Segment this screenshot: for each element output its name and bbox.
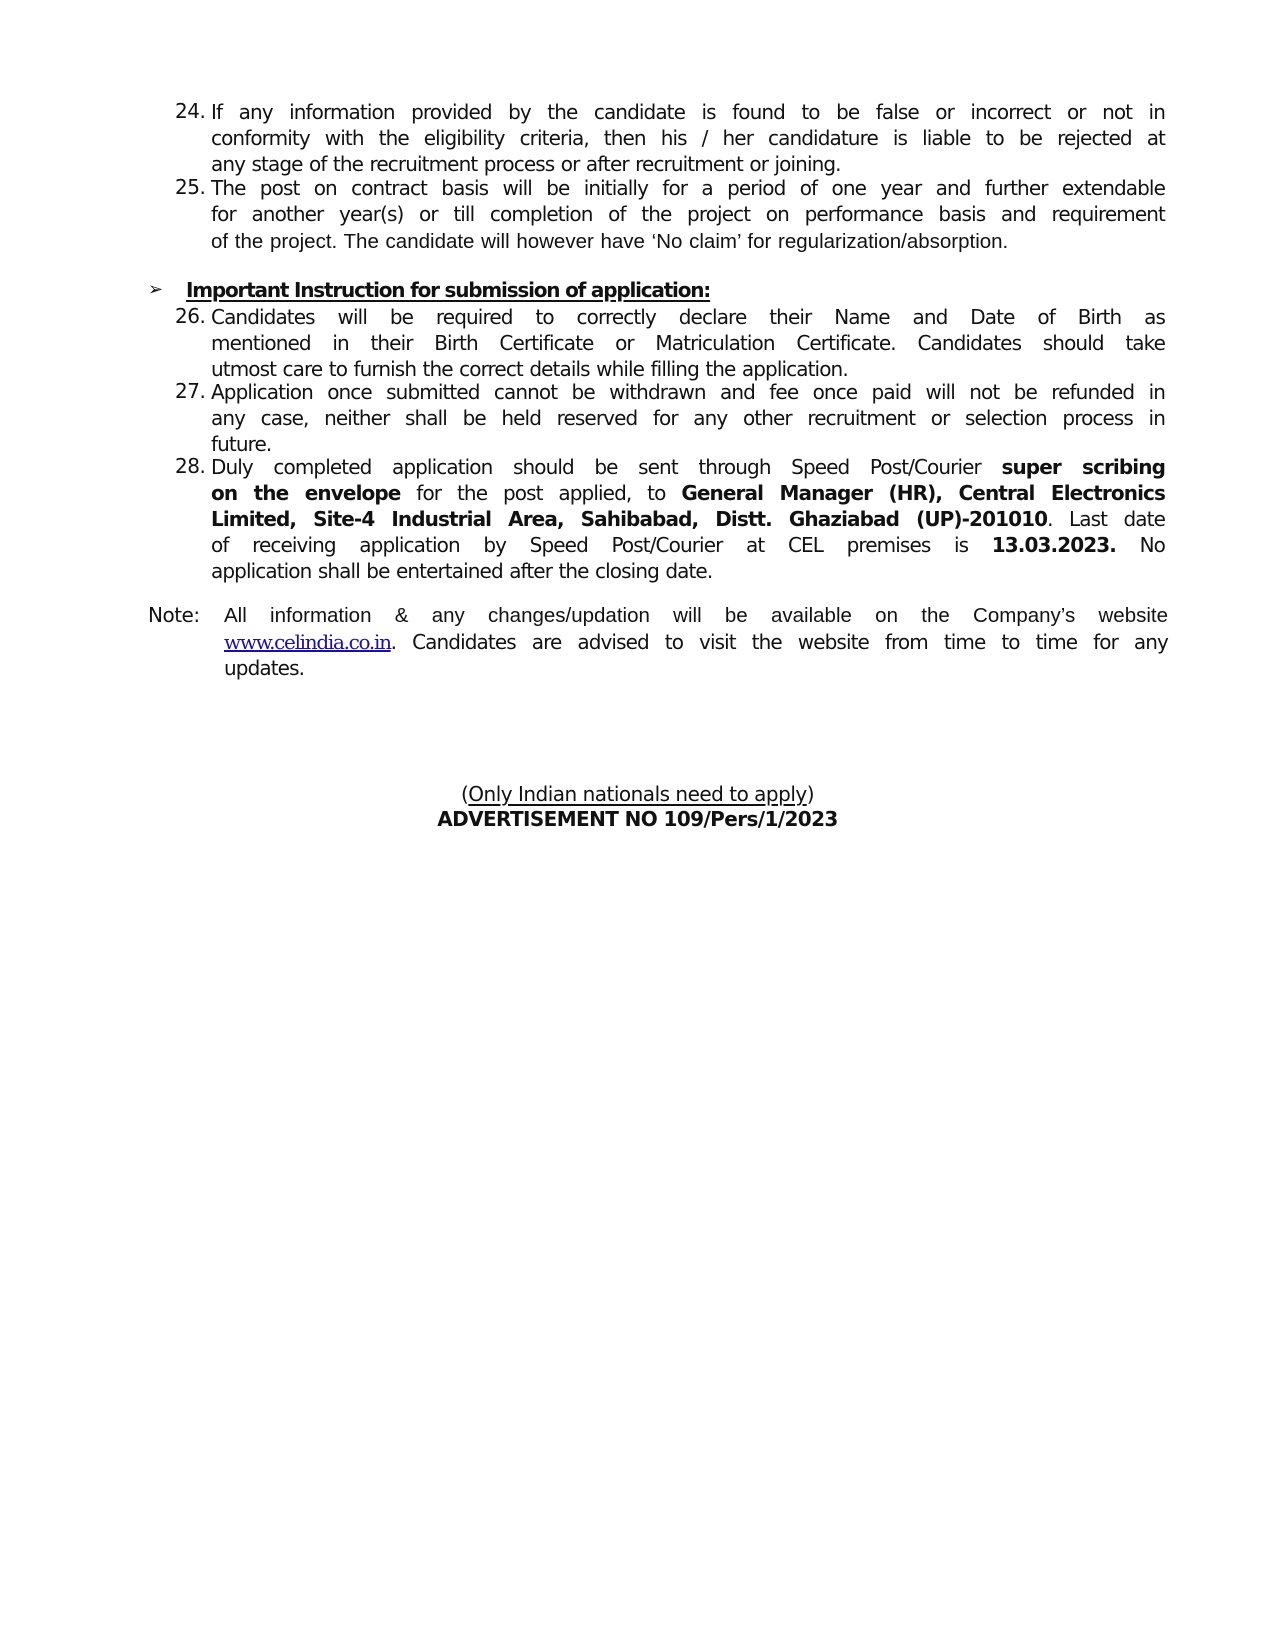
section-title: Important Instruction for submission of application: bbox=[186, 278, 711, 302]
item-line: Candidates will be required to correctly declare their Name and Date of Birth as bbox=[211, 305, 1165, 329]
item-line: of receiving application by Speed Post/Courier at CEL premises is 13.03.2023. No bbox=[211, 533, 1166, 557]
item-line: Application once submitted cannot be withdrawn and fee once paid will not be refunded in bbox=[211, 380, 1165, 404]
nationals-notice: (Only Indian nationals need to apply) bbox=[460, 782, 815, 806]
item-text bbox=[211, 304, 1165, 382]
note-line: www.celindia.co.in. Candidates are advised to visit the website from time to time for any bbox=[224, 630, 1168, 654]
item-line: Duly completed application should be sent through Speed Post/Courier super scribing bbox=[211, 455, 1165, 479]
emphasis-superscribing: super scribing bbox=[1001, 455, 1165, 479]
address-location: Limited, Site-4 Industrial Area, Sahibabad, Distt. Ghaziabad (UP)-201010 bbox=[211, 507, 1048, 531]
item-number: 26. bbox=[175, 304, 206, 328]
item-line: any stage of the recruitment process or after recruitment or joining. bbox=[211, 152, 841, 176]
item-line: application shall be entertained after the closing date. bbox=[211, 559, 713, 583]
item-number: 24. bbox=[175, 99, 206, 123]
last-date: 13.03.2023. bbox=[991, 533, 1116, 557]
item-number: 27. bbox=[175, 379, 206, 403]
item-line: on the envelope for the post applied, to General Manager (HR), Central Electronics bbox=[211, 481, 1165, 505]
address-recipient: General Manager (HR), Central Electronics bbox=[681, 481, 1165, 505]
item-line: of the project. The candidate will however have ‘No claim’ for regularization/absorption. bbox=[211, 230, 1009, 253]
item-line: utmost care to furnish the correct details while filling the application. bbox=[211, 357, 848, 381]
nationals-text: Only Indian nationals need to apply bbox=[468, 782, 807, 806]
item-text bbox=[211, 175, 1165, 255]
item-text bbox=[211, 379, 1165, 457]
item-line: future. bbox=[211, 432, 272, 456]
item-line: Limited, Site-4 Industrial Area, Sahibabad, Distt. Ghaziabad (UP)-201010. Last date bbox=[211, 507, 1165, 531]
item-line: If any information provided by the candidate is found to be false or incorrect or not in bbox=[211, 100, 1165, 124]
item-line: for another year(s) or till completion of the project on performance basis and requirement bbox=[211, 202, 1165, 226]
note-text bbox=[224, 603, 1168, 681]
item-line: The post on contract basis will be initially for a period of one year and further extendable bbox=[211, 176, 1165, 200]
item-line: mentioned in their Birth Certificate or Matriculation Certificate. Candidates should take bbox=[211, 331, 1165, 355]
item-line: any case, neither shall be held reserved for any other recruitment or selection process in bbox=[211, 406, 1165, 430]
item-number: 28. bbox=[175, 454, 206, 478]
item-number: 25. bbox=[175, 175, 206, 199]
item-line: conformity with the eligibility criteria, then his / her candidature is liable to be rejected at bbox=[211, 126, 1165, 150]
note-line: All information & any changes/updation will be available on the Company’s website bbox=[224, 604, 1168, 627]
item-text bbox=[211, 99, 1165, 177]
advertisement-number: ADVERTISEMENT NO 109/Pers/1/2023 bbox=[437, 807, 838, 831]
arrow-bullet-icon: ➢ bbox=[148, 279, 164, 300]
note-line: updates. bbox=[224, 656, 305, 680]
website-link[interactable]: www.celindia.co.in bbox=[224, 630, 391, 654]
note-label: Note: bbox=[148, 603, 200, 627]
item-text bbox=[211, 454, 1165, 584]
emphasis-envelope: on the envelope bbox=[211, 481, 401, 505]
section-heading bbox=[148, 278, 848, 306]
